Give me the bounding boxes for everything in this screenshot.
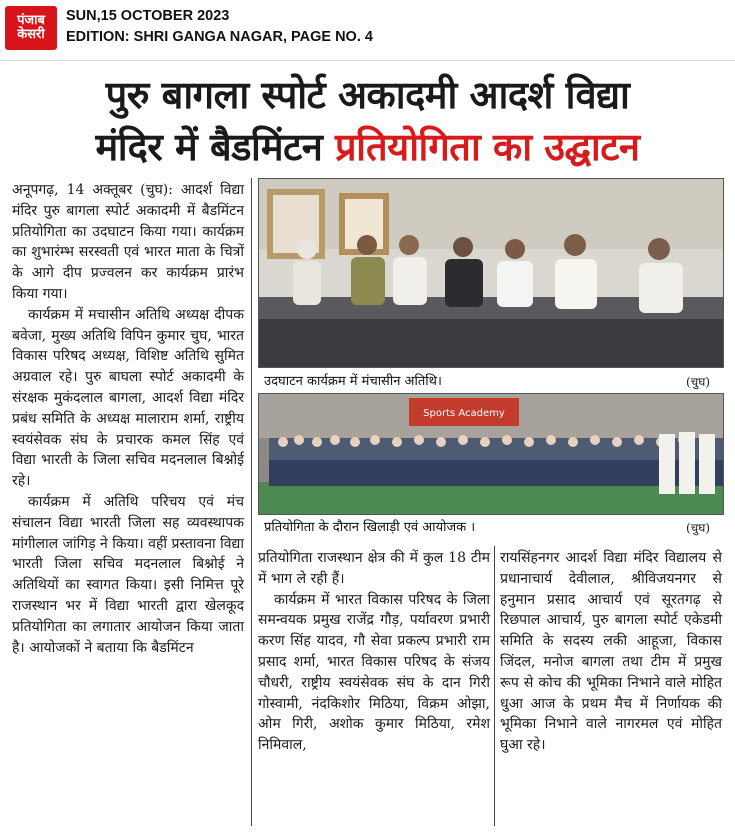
headline-line-2 xyxy=(0,125,735,169)
bottom-photo-credit: (चुघ) xyxy=(686,521,711,535)
banner-text: Sports Academy xyxy=(423,408,505,419)
top-photo-credit: (चुघ) xyxy=(686,375,711,389)
headline-line-2-black: मंदिर में बैडमिंटन xyxy=(95,125,336,169)
paragraph: प्रतियोगिता राजस्थान क्षेत्र की में कुल 18 टीम में भाग ले रही हैं। xyxy=(258,550,490,587)
bottom-photo-caption: प्रतियोगिता के दौरान खिलाड़ी एवं आयोजक । xyxy=(264,520,476,535)
logo-line-1: पंजाब xyxy=(17,13,45,29)
paragraph: कार्यक्रम में मचासीन अतिथि अध्यक्ष दीपक बवेजा, मुख्य अतिथि विपिन कुमार चुघ, भारत विकास परिषद अध्यक्ष, विशिष्ट अतिथि सुमित अग्रवाल रहे। पुरु बाघला स्पोर्ट अकादमी के संरक्षक मुकंदलाल बागला, आदर्श विद्या मंदिर प्रबंध समिति के अध्यक्ष मालाराम शर्मा, राष्ट्रीय स्वयंसेवक संघ के प्रचारक कमल सिंह एवं विद्या भारती के जिला सचिव मदनलाल बिश्नोई रहे। xyxy=(12,306,244,490)
top-photo-caption: उदघाटन कार्यक्रम में मंचासीन अतिथि। xyxy=(264,374,442,389)
column-divider xyxy=(251,178,252,826)
article-column-2 xyxy=(258,548,490,756)
photo-players-and-organizers xyxy=(258,393,724,515)
photo-guests-on-stage xyxy=(258,178,724,368)
headline-line-1: पुरु बागला स्पोर्ट अकादमी आदर्श विद्या xyxy=(105,73,630,117)
paragraph: कार्यक्रम में भारत विकास परिषद के जिला समन्वयक प्रमुख राजेंद्र गौड़, पर्यावरण प्रभारी करण सिंह यादव, गौ सेवा प्रकल्प प्रभारी राम प्रसाद शर्मा, भारत विकास परिषद के संजय चौधरी, राष्ट्रीय स्वयंसेवक संघ के दान गिरी गोस्वामी, नंदकिशोर मिठिया, विक्रम ओझा, ओम गिरी, अशोक कुमार मिठिया, रमेश निमिवाल, xyxy=(258,591,490,754)
stage-photo-illustration xyxy=(259,179,723,367)
newspaper-logo xyxy=(5,6,57,50)
article-column-1 xyxy=(12,180,244,658)
paragraph: कार्यक्रम में अतिथि परिचय एवं मंच संचालन विद्या भारती जिला सह व्यवस्थापक मांगीलाल जांगिड़ ने किया। वहीं प्रस्तावना विद्या भारती जिला सचिव मदनलाल बिश्नोई ने अतिथियों का स्वागत किया। इसी निमित्त पूरे राजस्थान भर में विद्या भारती द्वारा खेलकूद प्रतियोगिता का लगातार आयोजन किया जाता है। आयोजकों ने बताया कि बैडमिंटन xyxy=(12,493,244,656)
paragraph: अनूपगढ़, 14 अक्तूबर (चुघ): आदर्श विद्या मंदिर पुरु बागला स्पोर्ट अकादमी में बैडमिंटन प्रतियोगिता का उदघाटन किया गया। कार्यक्रम का शुभारंम्भ सरस्वती एवं भारत माता के चित्रों के आगे दीप प्रज्वलन कर कार्यक्रम प्रारंभ किया गया। xyxy=(12,182,244,302)
header-divider xyxy=(0,60,735,61)
edition-info: EDITION: SHRI GANGA NAGAR, PAGE NO. 4 xyxy=(66,29,373,45)
group-photo-illustration xyxy=(259,394,723,514)
headline-line-2-red: प्रतियोगिता का उद्घाटन xyxy=(335,125,640,169)
logo-line-2: केसरी xyxy=(17,27,45,42)
column-divider xyxy=(494,546,495,826)
paragraph: रायसिंहनगर आदर्श विद्या मंदिर विद्यालय से प्रधानाचार्य देवीलाल, श्रीविजयनगर से हनुमान प्रसाद आचार्य एवं सूरतगढ़ से रिछपाल आचार्य, पुरु बागला स्पोर्ट एकेडमी समिति के सदस्य लकी आहूजा, विकास जिंदल, मनोज बागला तथा टीम में प्रमुख रूप से कोच की भूमिका निभाने वाले मोहित धुआ आज के प्रथम मैच में निर्णायक की भूमिका निभाने वाले नागरमल एवं मोहित घुआ रहे। xyxy=(500,550,722,754)
article-column-3 xyxy=(500,548,722,756)
edition-date: SUN,15 OCTOBER 2023 xyxy=(66,8,230,24)
